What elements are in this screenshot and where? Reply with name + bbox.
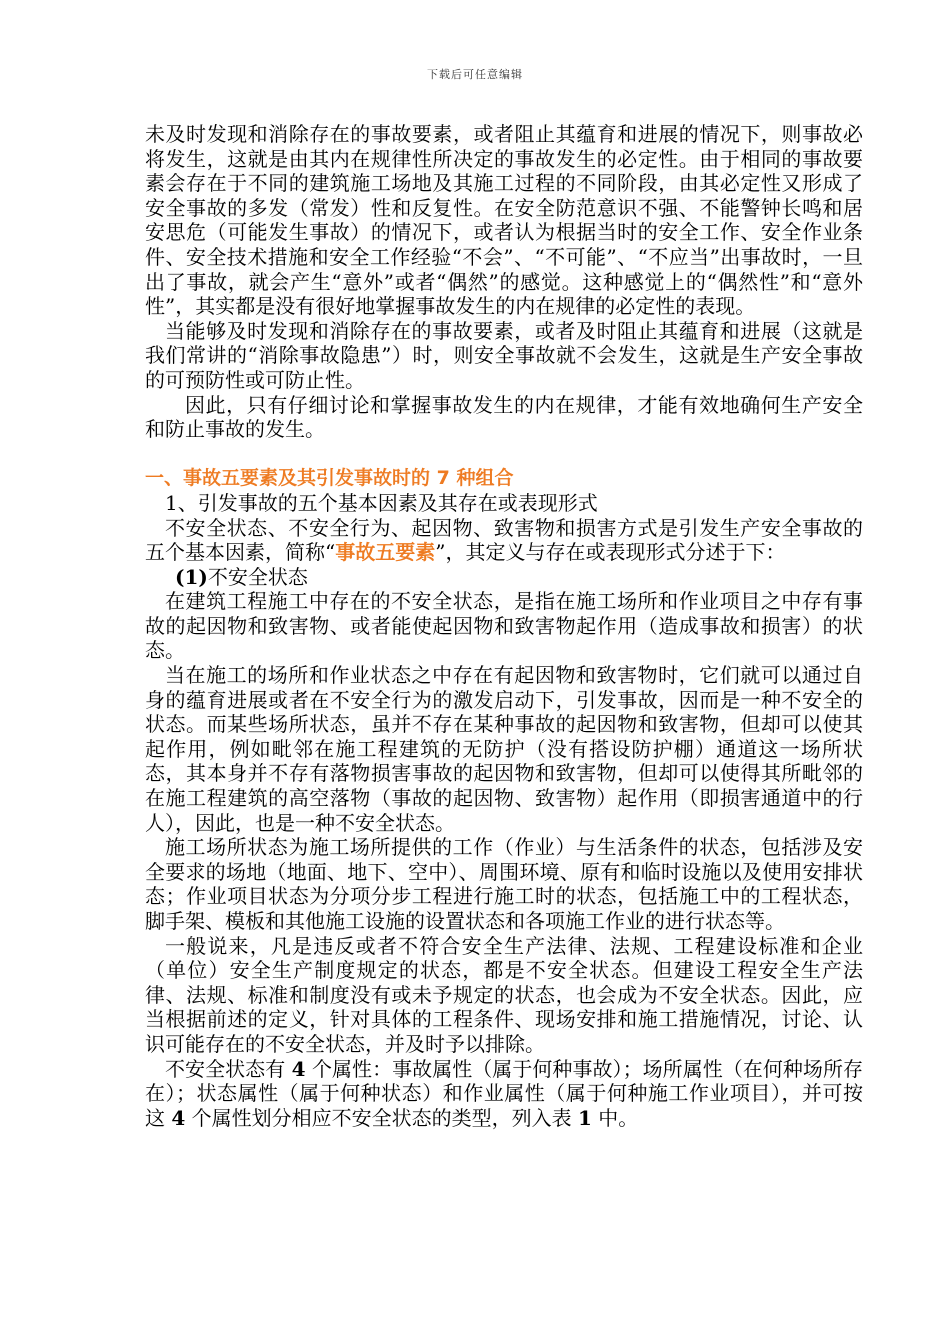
- document-body: [145, 122, 863, 1130]
- number: 4: [291, 1056, 306, 1081]
- text-run: 不安全状态有: [165, 1056, 292, 1081]
- page-header: 下载后可任意编辑: [427, 68, 523, 81]
- subsection-heading: 1、引发事故的五个基本因素及其存在或表现形式: [165, 490, 598, 515]
- text-run: 个属性划分相应不安全状态的类型，列入表: [185, 1105, 578, 1130]
- text-run: 中。: [591, 1105, 639, 1130]
- paragraph: 当能够及时发现和消除存在的事故要素，或者及时阻止其蕴育和进展（这就是我们常讲的“消除事故隐患”）时，则安全事故就不会发生，这就是生产安全事故的可预防性或可防止性。: [145, 318, 863, 392]
- highlight-term: 事故五要素: [335, 540, 436, 565]
- subsection-title: 不安全状态: [207, 564, 308, 589]
- paragraph: 当在施工的场所和作业状态之中存在有起因物和致害物时，它们就可以通过自身的蕴育进展或者在不安全行为的激发启动下，引发事故，因而是一种不安全的状态。而某些场所状态，虽并不存在某种事故的起因物和致害物，但却可以使其起作用，例如毗邻在施工程建筑的无防护（没有搭设防护棚）通道这一场所状态，其本身并不存有落物损害事故的起因物和致害物，但却可以使得其所毗邻的在施工程建筑的高空落物（事故的起因物、致害物）起作用（即损害通道中的行人），因此，也是一种不安全状态。: [145, 663, 863, 835]
- text-run: 个属性：事故属性（属于何种事故）；场所属性（在何种场所存在）；状态属性（属于何种状态）和作业属性（属于何种施工作业项目），并可按这: [145, 1056, 864, 1130]
- blank-line: [145, 442, 863, 467]
- text-run: 不安全状态、不安全行为、起因物、致害物和损害方式是引发生产安全事故的五个基本因素，简称“: [145, 515, 863, 565]
- subsection-number: (1): [175, 564, 208, 589]
- paragraph: [145, 516, 863, 565]
- number: 1: [578, 1105, 592, 1130]
- text-run: ”，其定义与存在或表现形式分述于下：: [435, 540, 786, 565]
- paragraph: 在建筑工程施工中存在的不安全状态，是指在施工场所和作业项目之中存有事故的起因物和致害物、或者能使起因物和致害物起作用（造成事故和损害）的状态。: [145, 589, 863, 663]
- paragraph: 未及时发现和消除存在的事故要素，或者阻止其蕴育和进展的情况下，则事故必将发生，这就是由其内在规律性所决定的事故发生的必定性。由于相同的事故要素会存在于不同的建筑施工场地及其施工过程的不同阶段，由其必定性又形成了安全事故的多发（常发）性和反复性。在安全防范意识不强、不能警钟长鸣和居安思危（可能发生事故）的情况下，或者认为根据当时的安全工作、安全作业条件、安全技术措施和安全工作经验“不会”、“不可能”、“不应当”出事故时，一旦出了事故，就会产生“意外”或者“偶然”的感觉。这种感觉上的“偶然性”和“意外性”，其实都是没有很好地掌握事故发生的内在规律的必定性的表现。: [145, 122, 863, 319]
- paragraph: [145, 1057, 863, 1131]
- number: 4: [171, 1105, 186, 1130]
- paragraph: 因此，只有仔细讨论和掌握事故发生的内在规律，才能有效地确何生产安全和防止事故的发生。: [145, 392, 863, 442]
- section-heading: 一、事故五要素及其引发事故时的 7 种组合: [145, 467, 514, 490]
- subsection-heading: [145, 565, 863, 590]
- paragraph: 施工场所状态为施工场所提供的工作（作业）与生活条件的状态，包括涉及安全要求的场地（地面、地下、空中）、周围环境、原有和临时设施以及使用安排状态；作业项目状态为分项分步工程进行施工时的状态，包括施工中的工程状态，脚手架、模板和其他施工设施的设置状态和各项施工作业的进行状态等。: [145, 835, 863, 933]
- paragraph: 一般说来，凡是违反或者不符合安全生产法律、法规、工程建设标准和企业（单位）安全生产制度规定的状态，都是不安全状态。但建设工程安全生产法律、法规、标准和制度没有或未予规定的状态，也会成为不安全状态。因此，应当根据前述的定义，针对具体的工程条件、现场安排和施工措施情况，讨论、认识可能存在的不安全状态，并及时予以排除。: [145, 933, 863, 1056]
